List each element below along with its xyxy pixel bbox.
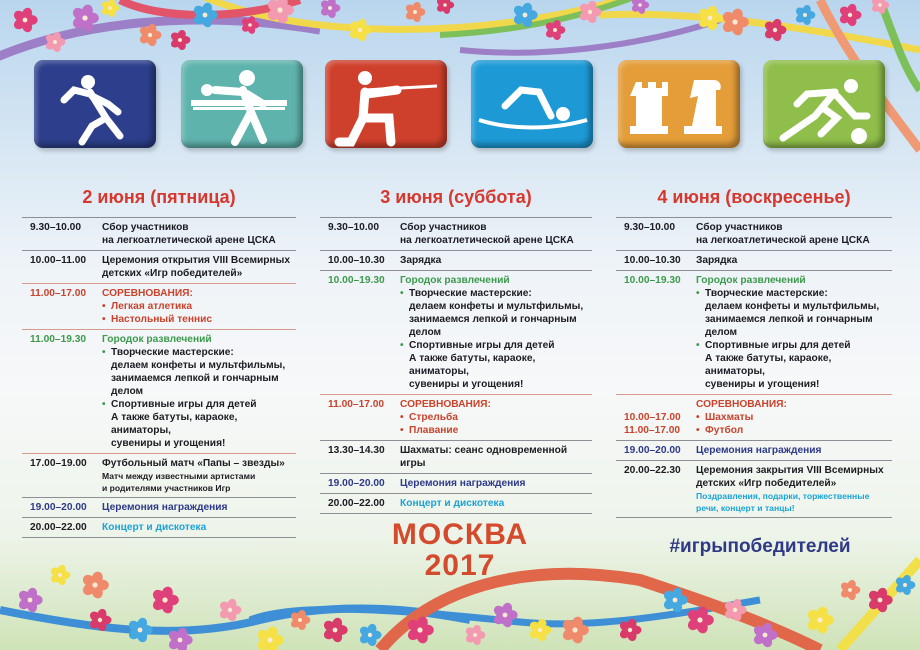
competition-name: Шахматы (705, 412, 754, 423)
event-description (102, 287, 296, 326)
schedule-row (320, 473, 592, 493)
activity-detail: делаем конфеты и мультфильмы, (705, 301, 880, 312)
flower (151, 585, 179, 615)
activity-title: Творческие мастерские: (111, 347, 234, 358)
flower (839, 579, 860, 601)
section-heading: Городок развлечений (102, 334, 212, 345)
time-slot: 20.00–22.00 (30, 522, 87, 533)
tile-chess (618, 60, 740, 148)
activity-item (400, 339, 592, 352)
bullet-icon: • (696, 412, 700, 423)
event-note: Поздравления, подарки, торжественные (696, 491, 870, 501)
city-year-title (380, 519, 540, 581)
flower (358, 623, 381, 648)
event-description (400, 398, 592, 437)
flower (88, 608, 111, 633)
flower (256, 625, 284, 650)
competition-item (102, 300, 296, 313)
schedule-row (320, 217, 592, 250)
schedule-row (22, 217, 296, 250)
activity-detail: А также батуты, караоке, аниматоры, (409, 353, 536, 377)
section-heading: Городок развлечений (400, 275, 510, 286)
tile-swimming (471, 60, 593, 148)
time-slot: 9.30–10.00 (328, 222, 379, 233)
bullet-icon: • (400, 412, 404, 423)
event-description (102, 221, 296, 247)
competition-item (102, 313, 296, 326)
flower (348, 18, 371, 43)
event-description (102, 501, 296, 514)
competition-item (400, 411, 592, 424)
event-description (696, 254, 892, 267)
activity-title: Спортивные игры для детей (705, 340, 851, 351)
day-title: 3 июня (суббота) (380, 187, 532, 207)
time-slot: 10.00–19.30 (328, 275, 385, 286)
activity-detail: А также батуты, караоке, аниматоры, (705, 353, 832, 377)
time-slot: 10.00–10.30 (624, 255, 681, 266)
flower (492, 601, 518, 628)
event-description (400, 497, 592, 510)
event-line: Сбор участников (400, 222, 487, 233)
flower (838, 3, 861, 28)
flower (723, 598, 746, 623)
time-slot: 11.00–17.00 (328, 399, 385, 410)
event-description (102, 457, 296, 494)
sports-icons-row (0, 60, 920, 150)
day-title: 2 июня (пятница) (82, 187, 236, 207)
athletics-runner-icon (34, 60, 156, 148)
flower (218, 598, 241, 623)
event-description (400, 444, 592, 470)
flower (464, 624, 485, 646)
flower (192, 1, 218, 28)
schedule-row (616, 394, 892, 440)
event-line: детских «Игр победителей» (102, 268, 243, 279)
time-slot: 10.00–19.30 (624, 275, 681, 286)
event-description (696, 464, 892, 514)
time-slot: 9.30–10.00 (624, 222, 675, 233)
flower (867, 586, 893, 613)
tile-shooting (325, 60, 447, 148)
flower (49, 564, 70, 586)
event-line: Концерт и дискотека (400, 498, 505, 509)
activity-title: Творческие мастерские: (409, 288, 532, 299)
bullet-icon: • (102, 301, 106, 312)
event-description (400, 274, 592, 391)
flower (71, 3, 99, 33)
activity-item (102, 346, 296, 359)
schedule-row (22, 283, 296, 329)
chess-icon (618, 60, 740, 148)
schedule-row (22, 329, 296, 453)
schedule-row (320, 270, 592, 394)
tile-table-tennis (181, 60, 303, 148)
event-line: на легкоатлетической арене ЦСКА (696, 235, 870, 246)
bullet-icon: • (400, 425, 404, 436)
event-year: 2017 (424, 549, 496, 582)
activity-title: Спортивные игры для детей (111, 399, 257, 410)
bullet-icon: • (102, 347, 106, 358)
shooting-icon (325, 60, 447, 148)
flower (763, 18, 786, 43)
time-slot: 11.00–17.00 (30, 288, 87, 299)
event-description (102, 333, 296, 450)
event-line: Сбор участников (102, 222, 189, 233)
event-line: на легкоатлетической арене ЦСКА (102, 235, 276, 246)
flower (127, 616, 153, 643)
flower (322, 616, 348, 643)
event-description (102, 254, 296, 280)
bullet-icon: • (102, 399, 106, 410)
bullet-icon: • (102, 314, 106, 325)
competition-name: Плавание (409, 425, 459, 436)
schedule-row (616, 270, 892, 394)
activity-detail: занимаемся лепкой и гончарным делом (409, 314, 577, 338)
competition-name: Легкая атлетика (111, 301, 193, 312)
flower (100, 0, 119, 18)
flower (404, 1, 425, 23)
activity-detail: делаем конфеты и мультфильмы, (111, 360, 286, 371)
hashtag: #игрыпобедителей (669, 536, 851, 557)
event-note: речи, концерт и танцы! (696, 503, 795, 513)
schedule-row (320, 440, 592, 473)
section-heading: Городок развлечений (696, 275, 806, 286)
flower (870, 0, 889, 15)
event-description (102, 521, 296, 534)
bullet-icon: • (696, 288, 700, 299)
flower (561, 615, 589, 645)
time-slot: 17.00–19.00 (30, 458, 87, 469)
row-divider (320, 513, 592, 514)
schedule-day-3 (616, 185, 892, 518)
ribbon-purple (0, 20, 320, 60)
bullet-icon: • (400, 288, 404, 299)
event-description (696, 274, 892, 391)
flower (169, 29, 190, 51)
activity-detail: сувениры и угощения! (111, 438, 226, 449)
event-line: Сбор участников (696, 222, 783, 233)
ribbon-purple-2 (460, 20, 720, 53)
competition-item (696, 411, 892, 424)
event-line: Шахматы: сеанс одновременной игры (400, 445, 568, 469)
bullet-icon: • (696, 425, 700, 436)
schedule-row (22, 453, 296, 497)
time-slot: 19.00–20.00 (328, 478, 385, 489)
event-line: Церемония открытия VIII Всемирных (102, 255, 291, 266)
flower (697, 4, 723, 31)
bullet-icon: • (696, 340, 700, 351)
section-heading: СОРЕВНОВАНИЯ: (400, 399, 491, 410)
time-slot: 11.00–17.00 (624, 425, 681, 436)
activity-detail: делаем конфеты и мультфильмы, (409, 301, 584, 312)
flower (894, 574, 915, 596)
row-divider (616, 517, 892, 518)
tile-football (763, 60, 885, 148)
competition-name: Настольный теннис (111, 314, 213, 325)
activity-title: Творческие мастерские: (705, 288, 828, 299)
schedule-row (616, 250, 892, 270)
flower (662, 586, 688, 613)
flower (81, 570, 109, 600)
ribbon-blue (0, 608, 470, 630)
activity-item (102, 398, 296, 411)
flower (167, 626, 193, 650)
activity-detail: сувениры и угощения! (705, 379, 820, 390)
flower (630, 0, 649, 15)
city-name: МОСКВА (391, 518, 529, 551)
flower (240, 15, 259, 35)
ribbon-yellow-3 (840, 560, 920, 650)
ribbon-yellow (200, 0, 620, 29)
flower (266, 0, 294, 25)
activity-item (696, 287, 892, 300)
event-line: Зарядка (400, 255, 442, 266)
ribbon-red (120, 0, 300, 15)
schedule-row (320, 493, 592, 513)
flower (435, 0, 454, 15)
flower (289, 609, 310, 631)
ribbon-coral (380, 574, 820, 650)
time-slot: 20.00–22.30 (624, 465, 681, 476)
activity-detail: А также батуты, караоке, аниматоры, (111, 412, 238, 436)
event-subtitle: Матч между известными артистами (102, 471, 256, 481)
event-line: Церемония награждения (696, 445, 822, 456)
event-line: Церемония награждения (102, 502, 228, 513)
schedule-day-2 (320, 185, 592, 514)
day-title: 4 июня (воскресенье) (657, 187, 851, 207)
competition-item (696, 424, 892, 437)
event-line: Футбольный матч «Папы – звезды» (102, 458, 285, 469)
competition-name: Футбол (705, 425, 744, 436)
activity-item (696, 339, 892, 352)
time-slot: 11.00–19.30 (30, 334, 87, 345)
flower (806, 605, 834, 635)
schedule-row (22, 497, 296, 517)
flower (544, 19, 565, 41)
ribbon-blue-2 (250, 600, 760, 624)
event-description (696, 444, 892, 457)
row-divider (22, 537, 296, 538)
competition-item (400, 424, 592, 437)
flower (686, 605, 714, 635)
flower (721, 7, 749, 37)
schedule-row (22, 250, 296, 283)
flower (618, 618, 641, 643)
activity-item (400, 287, 592, 300)
ribbon-green (440, 0, 640, 35)
schedule-row (22, 517, 296, 537)
event-line: детских «Игр победителей» (696, 478, 837, 489)
flower (138, 23, 161, 48)
flower (578, 0, 601, 24)
flower (528, 618, 551, 643)
time-slot: 10.00–11.00 (30, 255, 87, 266)
event-description (696, 221, 892, 247)
event-line: на легкоатлетической арене ЦСКА (400, 235, 574, 246)
event-description (696, 398, 892, 437)
time-slot: 19.00–20.00 (624, 445, 681, 456)
activity-detail: сувениры и угощения! (409, 379, 524, 390)
event-line: Церемония награждения (400, 478, 526, 489)
schedule-row (616, 217, 892, 250)
ribbon-yellow-2 (600, 14, 920, 50)
schedule-row (320, 250, 592, 270)
time-slot: 13.30–14.30 (328, 445, 385, 456)
flower (319, 0, 340, 19)
bullet-icon: • (400, 340, 404, 351)
schedule-row (616, 440, 892, 460)
section-heading: СОРЕВНОВАНИЯ: (102, 288, 193, 299)
swimming-icon (471, 60, 593, 148)
section-heading: СОРЕВНОВАНИЯ: (696, 399, 787, 410)
flower (17, 586, 43, 613)
event-line: Зарядка (696, 255, 738, 266)
activity-detail: занимаемся лепкой и гончарным делом (111, 373, 279, 397)
competition-name: Стрельба (409, 412, 458, 423)
time-slot: 20.00–22.00 (328, 498, 385, 509)
schedule-row (616, 460, 892, 517)
event-line: Церемония закрытия VIII Всемирных (696, 465, 884, 476)
table-tennis-icon (181, 60, 303, 148)
time-slot: 10.00–10.30 (328, 255, 385, 266)
football-icon (763, 60, 885, 148)
activity-detail: занимаемся лепкой и гончарным делом (705, 314, 873, 338)
time-slot (616, 398, 696, 437)
flower (44, 31, 65, 53)
tile-athletics (34, 60, 156, 148)
activity-title: Спортивные игры для детей (409, 340, 555, 351)
time-slot: 9.30–10.00 (30, 222, 81, 233)
event-description (400, 477, 592, 490)
event-description (400, 254, 592, 267)
flower (406, 615, 434, 645)
schedule-row (320, 394, 592, 440)
time-slot: 19.00–20.00 (30, 502, 87, 513)
flower (12, 6, 38, 33)
schedule-day-1 (22, 185, 296, 538)
event-subtitle: и родителями участников Игр (102, 483, 231, 493)
time-slot: 10.00–17.00 (624, 412, 681, 423)
flower (752, 621, 778, 648)
event-description (400, 221, 592, 247)
flower (794, 4, 815, 26)
flower (512, 1, 538, 28)
event-line: Концерт и дискотека (102, 522, 207, 533)
